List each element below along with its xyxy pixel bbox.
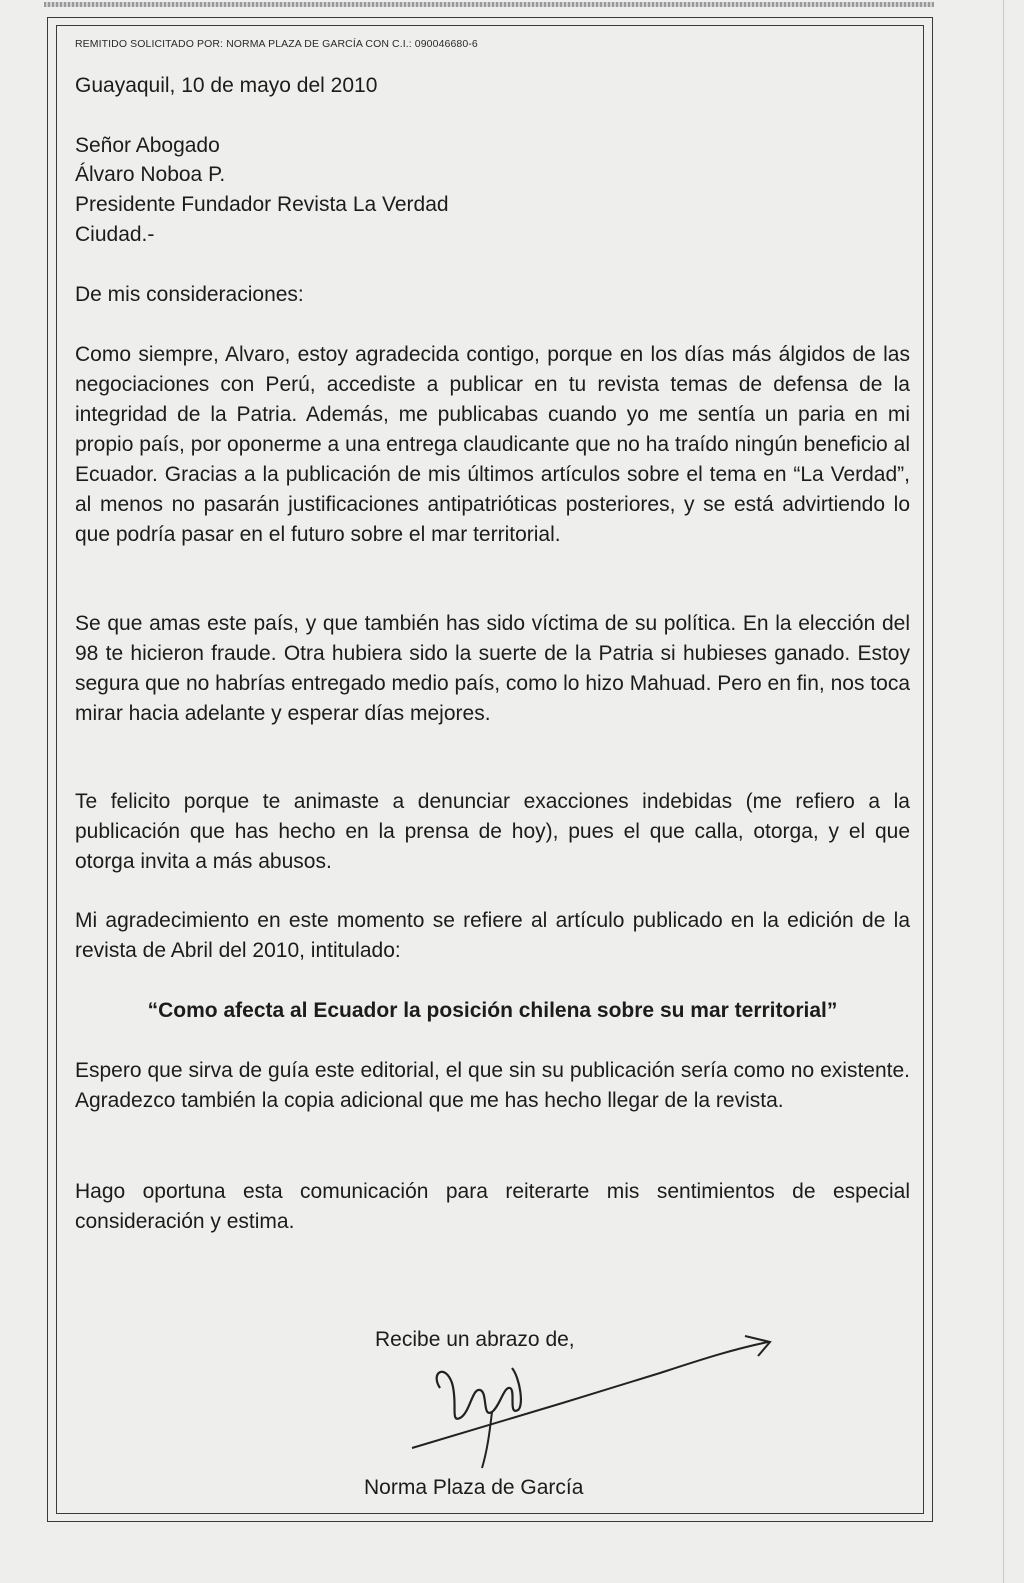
paper-edge: [1003, 0, 1004, 1583]
paragraph-4: Mi agradecimiento en este momento se refiere al artículo publicado en la edición de la revista de Abril del 2010, intitulado:: [75, 909, 910, 962]
recipient-line-2: Álvaro Noboa P.: [75, 163, 226, 186]
recipient-line-3: Presidente Fundador Revista La Verdad: [75, 193, 449, 216]
paragraph-3: Te felicito porque te animaste a denunciar exacciones indebidas (me refiero a la publicación que has hecho en la prensa de hoy), pues el que calla, otorga, y el que otorga invita a más abusos.: [75, 790, 910, 873]
closing-line: Recibe un abrazo de,: [375, 1328, 575, 1351]
date-line: Guayaquil, 10 de mayo del 2010: [75, 74, 378, 97]
signer-name: Norma Plaza de García: [364, 1476, 584, 1499]
recipient-line-4: Ciudad.-: [75, 223, 155, 246]
paragraph-1: Como siempre, Alvaro, estoy agradecida contigo, porque en los días más álgidos de las negociaciones con Perú, accediste a publicar en tu revista temas de defensa de la integridad de la Patria. Además, me publicabas cuando yo me sentía un paria en mi propio país, por oponerme a una entrega claudicante que no ha traído ningún beneficio al Ecuador. Gracias a la publicación de mis últimos artículos sobre el tema en “La Verdad”, al menos no pasarán justificaciones antipatrióticas posteriores, y se está advirtiendo lo que podría pasar en el futuro sobre el mar territorial.: [75, 343, 910, 546]
paragraph-5: Espero que sirva de guía este editorial, el que sin su publicación sería como no existente. Agradezco también la copia adicional que me has hecho llegar de la revista.: [75, 1059, 910, 1112]
recipient-line-1: Señor Abogado: [75, 134, 220, 157]
handwritten-signature: [400, 1328, 780, 1478]
salutation: De mis consideraciones:: [75, 283, 304, 306]
paragraph-2: Se que amas este país, y que también has sido víctima de su política. En la elección del 98 te hicieron fraude. Otra hubiera sido la suerte de la Patria si hubieses ganado. Estoy segura que no habrías entregado medio país, como lo hizo Mahuad. Pero en fin, nos toca mirar hacia adelante y esperar días mejores.: [75, 612, 910, 725]
inner-border: [56, 25, 924, 1514]
remitido-header: REMITIDO SOLICITADO POR: NORMA PLAZA DE GARCÍA CON C.I.: 090046680-6: [75, 38, 478, 50]
article-title: “Como afecta al Ecuador la posición chilena sobre su mar territorial”: [147, 999, 838, 1022]
paragraph-6: Hago oportuna esta comunicación para reiterarte mis sentimientos de especial consideración y estima.: [75, 1180, 910, 1233]
top-rule: [44, 2, 934, 7]
